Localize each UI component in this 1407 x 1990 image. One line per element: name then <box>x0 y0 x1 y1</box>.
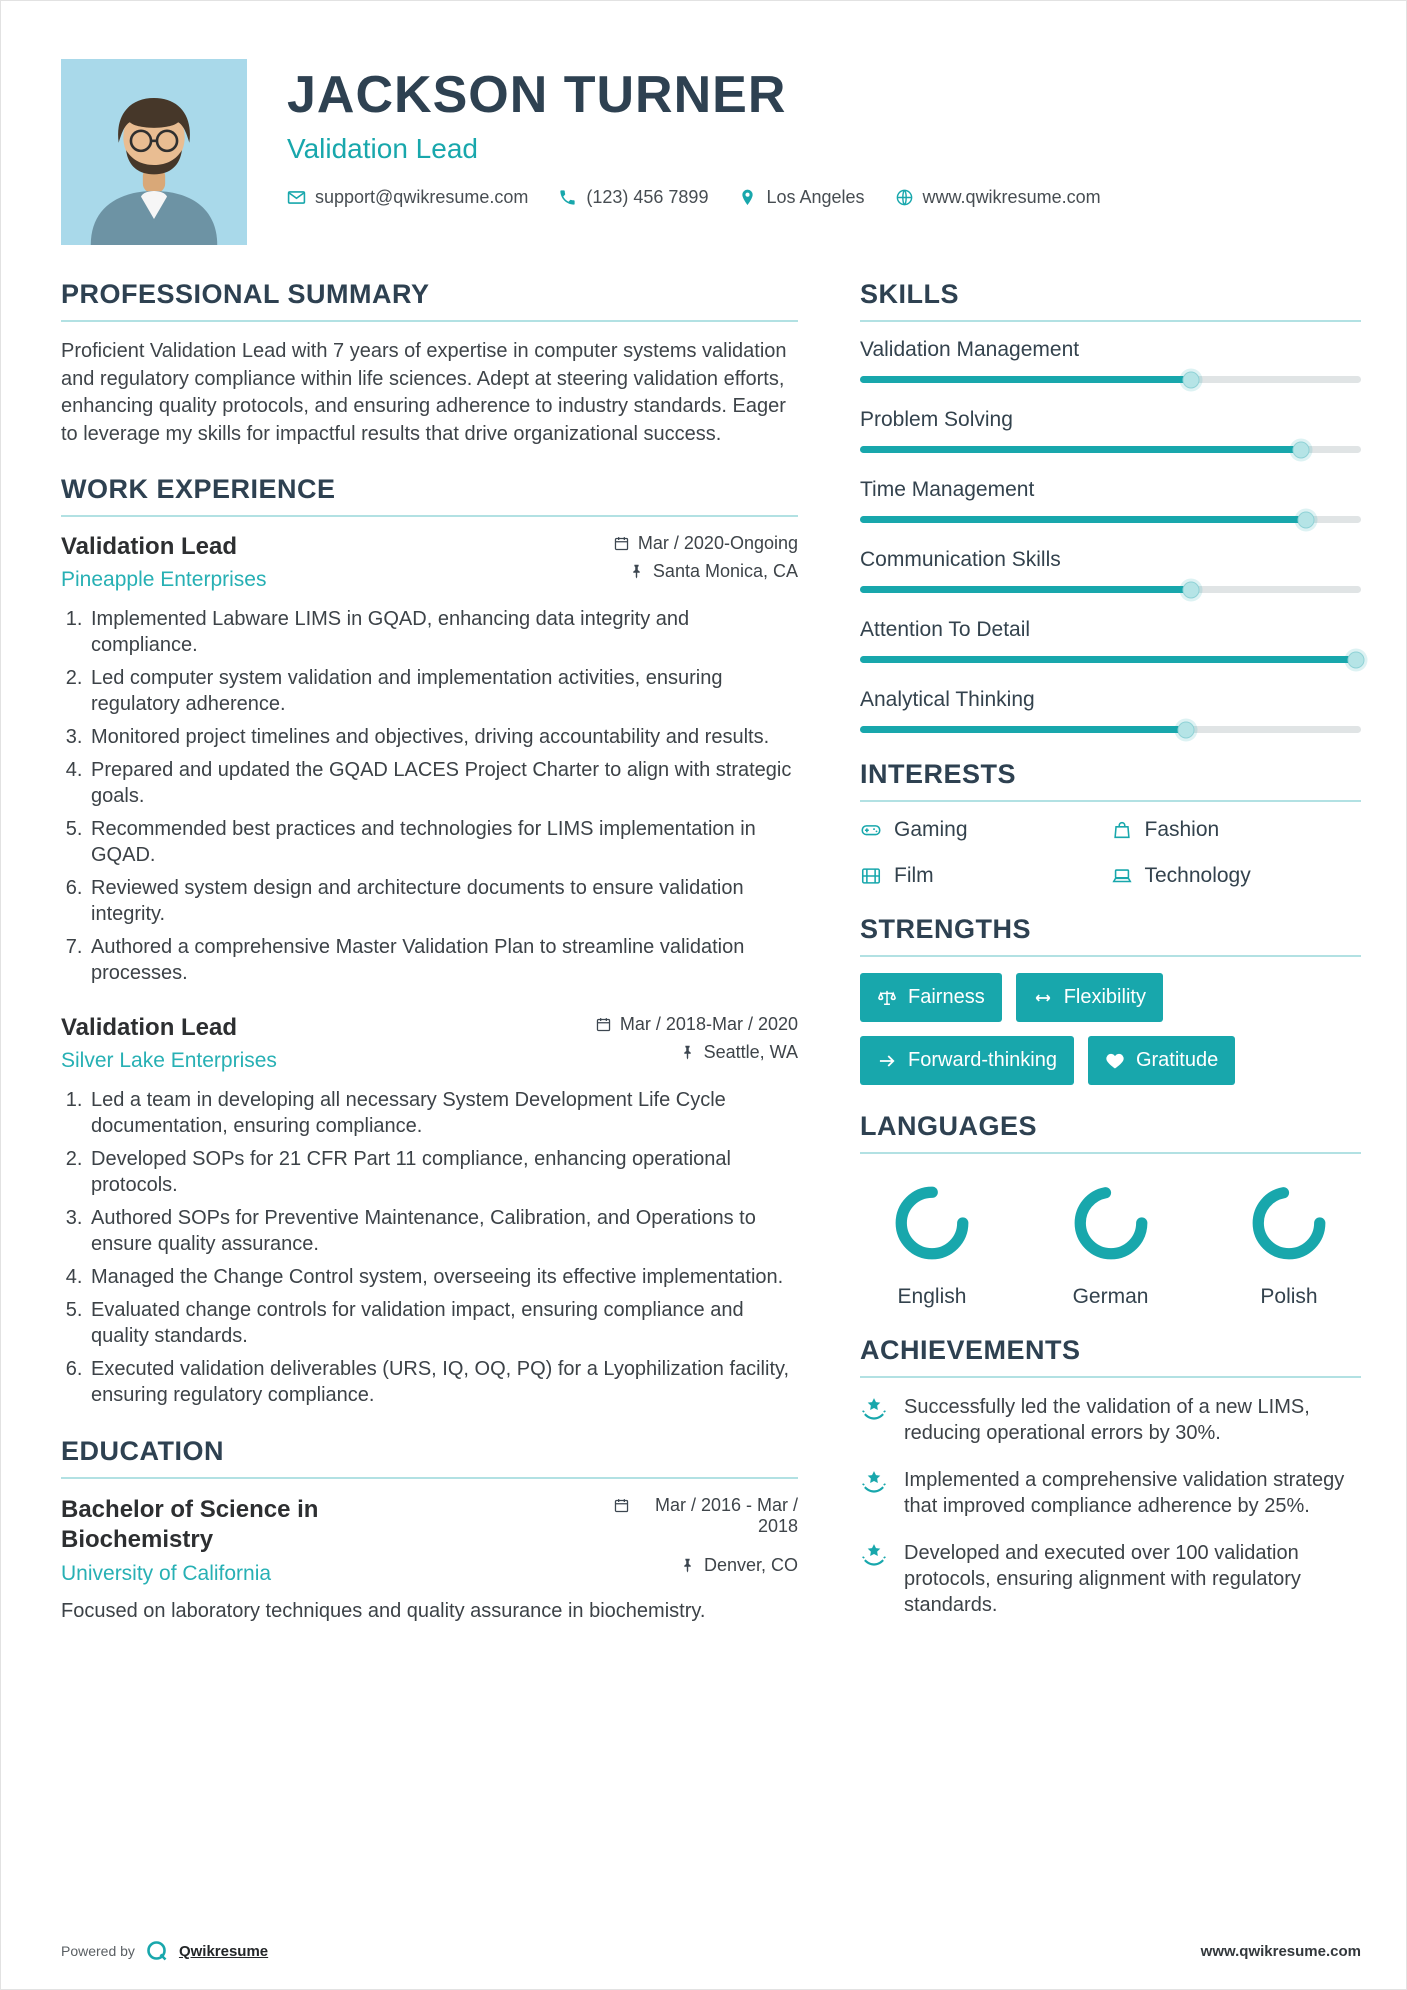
skill-slider-knob <box>1182 581 1199 598</box>
section-work-experience <box>61 474 798 1408</box>
job-location-text: Santa Monica, CA <box>652 561 798 582</box>
achievement-text: Implemented a comprehensive validation strategy that improved compliance adherence by 25%. <box>904 1468 1345 1518</box>
skill-slider-knob <box>1177 721 1194 738</box>
skill-item <box>860 688 1361 733</box>
achievement-icon <box>860 1542 888 1570</box>
job-bullet: 4. Managed the Change Control system, overseeing its effective implementation. <box>88 1264 798 1290</box>
skill-slider <box>860 726 1361 733</box>
language-item <box>872 1182 992 1309</box>
skill-slider <box>860 656 1361 663</box>
skill-item <box>860 338 1361 383</box>
interest-item <box>860 864 1111 888</box>
language-donut <box>1248 1182 1330 1264</box>
skill-slider <box>860 516 1361 523</box>
qwikresume-brand-link[interactable]: Qwikresume <box>178 1942 269 1960</box>
job-bullet-list <box>61 606 798 986</box>
contact-row <box>287 187 1101 208</box>
skills-heading: SKILLS <box>860 279 1361 322</box>
skill-slider-knob <box>1347 651 1364 668</box>
candidate-name: JACKSON TURNER <box>287 66 787 124</box>
calendar-icon <box>613 1497 630 1514</box>
strengths-list <box>860 973 1361 1085</box>
interest-item <box>1111 818 1362 842</box>
education-location <box>679 1555 798 1576</box>
job-dates <box>613 533 798 554</box>
language-label: German <box>1072 1285 1149 1308</box>
language-label: English <box>897 1285 967 1308</box>
profile-photo <box>61 59 247 245</box>
education-school: University of California <box>61 1562 272 1586</box>
skill-slider-fill <box>860 656 1356 663</box>
skill-item <box>860 548 1361 593</box>
job-bullet: 2. Led computer system validation and implementation activities, ensuring regulatory adherence. <box>88 665 798 717</box>
skill-slider-fill <box>860 446 1301 453</box>
achievement-icon <box>860 1396 888 1424</box>
laptop-icon <box>1111 865 1133 887</box>
section-strengths <box>860 914 1361 1085</box>
work-heading: WORK EXPERIENCE <box>61 474 798 517</box>
job-location-text: Seattle, WA <box>703 1042 798 1063</box>
strength-label: Gratitude <box>1135 1049 1219 1071</box>
job-bullet: 3. Authored SOPs for Preventive Maintenance, Calibration, and Operations to ensure quality assurance. <box>88 1205 798 1257</box>
contact-phone <box>558 187 708 208</box>
section-languages <box>860 1111 1361 1309</box>
section-interests <box>860 759 1361 888</box>
job-dates-text: Mar / 2020-Ongoing <box>637 533 798 554</box>
skill-item <box>860 618 1361 663</box>
pushpin-icon <box>679 1557 696 1574</box>
education-entry <box>61 1495 798 1625</box>
summary-heading: PROFESSIONAL SUMMARY <box>61 279 798 322</box>
footer-website-link[interactable]: www.qwikresume.com <box>1200 1942 1361 1960</box>
education-degree: Bachelor of Science in Biochemistry <box>61 1496 319 1554</box>
candidate-title: Validation Lead <box>287 133 478 164</box>
contact-website <box>895 187 1101 208</box>
education-location-text: Denver, CO <box>703 1555 798 1576</box>
profile-photo-illustration <box>61 59 247 245</box>
main-content <box>1 279 1406 1651</box>
job-bullet: 4. Prepared and updated the GQAD LACES Project Charter to align with strategic goals. <box>88 757 798 809</box>
strength-label: Flexibility <box>1063 986 1146 1008</box>
education-dates-text: Mar / 2016 - Mar / 2018 <box>654 1495 798 1537</box>
strength-label: Forward-thinking <box>908 1049 1057 1071</box>
double-arrow-icon <box>1033 988 1053 1008</box>
strength-chip <box>860 1036 1074 1085</box>
skill-label: Attention To Detail <box>860 618 1031 641</box>
calendar-icon <box>613 535 630 552</box>
language-donut <box>891 1182 973 1264</box>
fashion-bag-icon <box>1111 819 1133 841</box>
arrow-right-icon <box>877 1051 897 1071</box>
job-dates <box>595 1014 798 1035</box>
education-dates <box>613 1495 798 1537</box>
location-icon <box>738 188 757 207</box>
job-bullet: 6. Executed validation deliverables (URS, IQ, OQ, PQ) for a Lyophilization facility, ensuring regulatory compliance. <box>88 1356 798 1408</box>
job-title: Validation Lead <box>61 1014 238 1042</box>
pushpin-icon <box>679 1044 696 1061</box>
section-skills <box>860 279 1361 733</box>
email-icon <box>287 188 306 207</box>
header-info <box>287 59 1101 245</box>
skill-slider-fill <box>860 516 1306 523</box>
skill-item <box>860 408 1361 453</box>
interest-label: Gaming <box>894 818 968 841</box>
pushpin-icon <box>628 563 645 580</box>
globe-icon <box>895 188 914 207</box>
section-education <box>61 1436 798 1625</box>
section-professional-summary <box>61 279 798 448</box>
job-company: Pineapple Enterprises <box>61 568 267 592</box>
strengths-heading: STRENGTHS <box>860 914 1361 957</box>
strength-label: Fairness <box>908 986 985 1008</box>
interest-item <box>860 818 1111 842</box>
job-entry <box>61 533 798 986</box>
job-location <box>628 561 798 582</box>
summary-text: Proficient Validation Lead with 7 years of expertise in computer systems validation and regulatory compliance within life sciences. Adept at steering validation efforts, enhancing quality protocols, and ensuring adherence to industry standards. Eager to leverage my skills for impactful results that drive organizational success. <box>61 340 787 445</box>
calendar-icon <box>595 1016 612 1033</box>
strength-chip <box>1016 973 1163 1022</box>
job-bullet: 1. Implemented Labware LIMS in GQAD, enhancing data integrity and compliance. <box>88 606 798 658</box>
language-label: Polish <box>1260 1285 1318 1308</box>
languages-heading: LANGUAGES <box>860 1111 1361 1154</box>
gamepad-icon <box>860 819 882 841</box>
skill-label: Time Management <box>860 478 1035 501</box>
languages-row <box>860 1170 1361 1309</box>
section-achievements <box>860 1335 1361 1619</box>
skill-label: Analytical Thinking <box>860 688 1035 711</box>
skill-slider-fill <box>860 586 1191 593</box>
interest-label: Fashion <box>1144 818 1220 841</box>
skill-slider <box>860 446 1361 453</box>
skill-slider-fill <box>860 376 1191 383</box>
skill-slider-knob <box>1292 441 1309 458</box>
footer <box>61 1939 1361 1963</box>
job-bullet: 1. Led a team in developing all necessary System Development Life Cycle documentation, ensuring compliance. <box>88 1087 798 1139</box>
powered-by-text: Powered by <box>61 1943 135 1959</box>
skill-label: Problem Solving <box>860 408 1013 431</box>
right-column <box>860 279 1361 1651</box>
job-bullet: 5. Evaluated change controls for validation impact, ensuring compliance and quality standards. <box>88 1297 798 1349</box>
achievement-item <box>860 1394 1361 1447</box>
skill-slider <box>860 376 1361 383</box>
strength-chip <box>1088 1036 1235 1085</box>
skill-item <box>860 478 1361 523</box>
contact-location <box>738 187 864 208</box>
skill-slider-knob <box>1297 511 1314 528</box>
scales-icon <box>877 988 897 1008</box>
interest-item <box>1111 864 1362 888</box>
skill-slider-knob <box>1182 371 1199 388</box>
film-icon <box>860 865 882 887</box>
qwikresume-logo-icon <box>145 1939 169 1963</box>
job-bullet: 5. Recommended best practices and technologies for LIMS implementation in GQAD. <box>88 816 798 868</box>
education-heading: EDUCATION <box>61 1436 798 1479</box>
powered-by <box>61 1939 268 1963</box>
job-bullet: 3. Monitored project timelines and objectives, driving accountability and results. <box>88 724 798 750</box>
achievement-item <box>860 1467 1361 1520</box>
education-note: Focused on laboratory techniques and quality assurance in biochemistry. <box>61 1600 706 1623</box>
skill-label: Validation Management <box>860 338 1080 361</box>
language-donut <box>1070 1182 1152 1264</box>
interests-grid <box>860 818 1361 888</box>
interest-label: Technology <box>1144 864 1251 887</box>
phone-icon <box>558 188 577 207</box>
achievement-item <box>860 1540 1361 1619</box>
job-bullet: 7. Authored a comprehensive Master Validation Plan to streamline validation processes. <box>88 934 798 986</box>
achievement-text: Developed and executed over 100 validation protocols, ensuring alignment with regulatory standards. <box>904 1541 1301 1617</box>
job-entry <box>61 1014 798 1408</box>
skill-slider <box>860 586 1361 593</box>
job-dates-text: Mar / 2018-Mar / 2020 <box>619 1014 798 1035</box>
contact-phone-text: (123) 456 7899 <box>586 187 709 207</box>
achievement-text: Successfully led the validation of a new LIMS, reducing operational errors by 30%. <box>904 1396 1310 1445</box>
interest-label: Film <box>894 864 934 887</box>
job-title: Validation Lead <box>61 533 238 561</box>
job-company: Silver Lake Enterprises <box>61 1049 277 1073</box>
job-bullet: 2. Developed SOPs for 21 CFR Part 11 compliance, enhancing operational protocols. <box>88 1146 798 1198</box>
left-column <box>61 279 798 1651</box>
contact-email <box>287 187 528 208</box>
header <box>1 1 1406 245</box>
achievements-heading: ACHIEVEMENTS <box>860 1335 1361 1378</box>
skill-slider-fill <box>860 726 1186 733</box>
interests-heading: INTERESTS <box>860 759 1361 802</box>
job-bullet: 6. Reviewed system design and architecture documents to ensure validation integrity. <box>88 875 798 927</box>
language-item <box>1229 1182 1349 1309</box>
achievement-icon <box>860 1469 888 1497</box>
heart-icon <box>1105 1051 1125 1071</box>
strength-chip <box>860 973 1002 1022</box>
skill-label: Communication Skills <box>860 548 1061 571</box>
language-item <box>1051 1182 1171 1309</box>
contact-location-text: Los Angeles <box>766 187 865 207</box>
contact-website-text[interactable]: www.qwikresume.com <box>922 187 1101 207</box>
job-bullet-list <box>61 1087 798 1408</box>
job-location <box>679 1042 798 1063</box>
contact-email-text[interactable]: support@qwikresume.com <box>315 187 529 207</box>
